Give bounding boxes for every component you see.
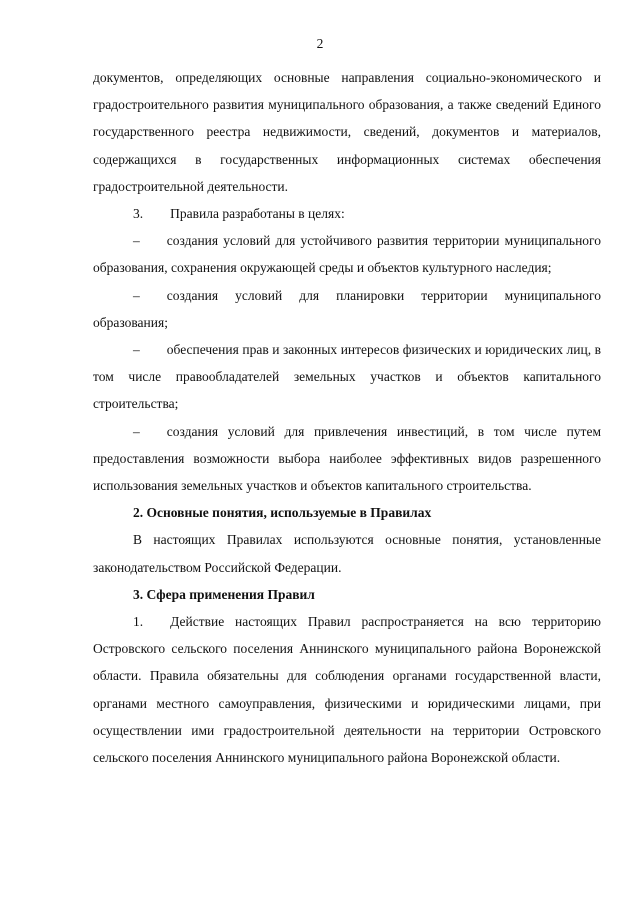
list-item: – создания условий для устойчивого развития территории муниципального образования, сохранения окружающей среды и объектов культурного наследия;	[93, 233, 601, 276]
list-item: – обеспечения прав и законных интересов физических и юридических лиц, в том числе правообладателей земельных участков и объектов капитального строительства;	[93, 342, 601, 412]
document-body	[93, 64, 601, 771]
list-item: – создания условий для привлечения инвестиций, в том числе путем предоставления возможности выбора наиболее эффективных видов разрешенного использования земельных участков и объектов капитального строительства.	[93, 423, 601, 494]
section-heading-2: 2. Основные понятия, используемые в Правилах	[133, 505, 432, 521]
paragraph-section-2: В настоящих Правилах используются основные понятия, установленные законодательством Российской Федерации.	[93, 532, 601, 575]
paragraph-continuation: документов, определяющих основные направления социально-экономического и градостроительного развития муниципального образования, а также сведений Единого государственного реестра недвижимости, сведений, документов и материалов, содержащихся в государственных информационных системах обеспечения градостроительной деятельности.	[93, 70, 601, 194]
page-number: 2	[316, 36, 324, 51]
paragraph-section-3-item-1: 1. Действие настоящих Правил распространяется на всю территорию Островского сельского поселения Аннинского муниципального района Воронежской области. Правила обязательны для соблюдения органами государственной власти, органами местного самоуправления, физическими и юридическими лицами, при осуществлении ими градостроительной деятельности на территории Островского сельского поселения Аннинского муниципального района Воронежской области.	[93, 614, 601, 766]
list-item: – создания условий для планировки территории муниципального образования;	[93, 287, 601, 330]
paragraph-item-3: 3. Правила разработаны в целях:	[133, 206, 345, 222]
section-heading-3: 3. Сфера применения Правил	[133, 586, 315, 602]
